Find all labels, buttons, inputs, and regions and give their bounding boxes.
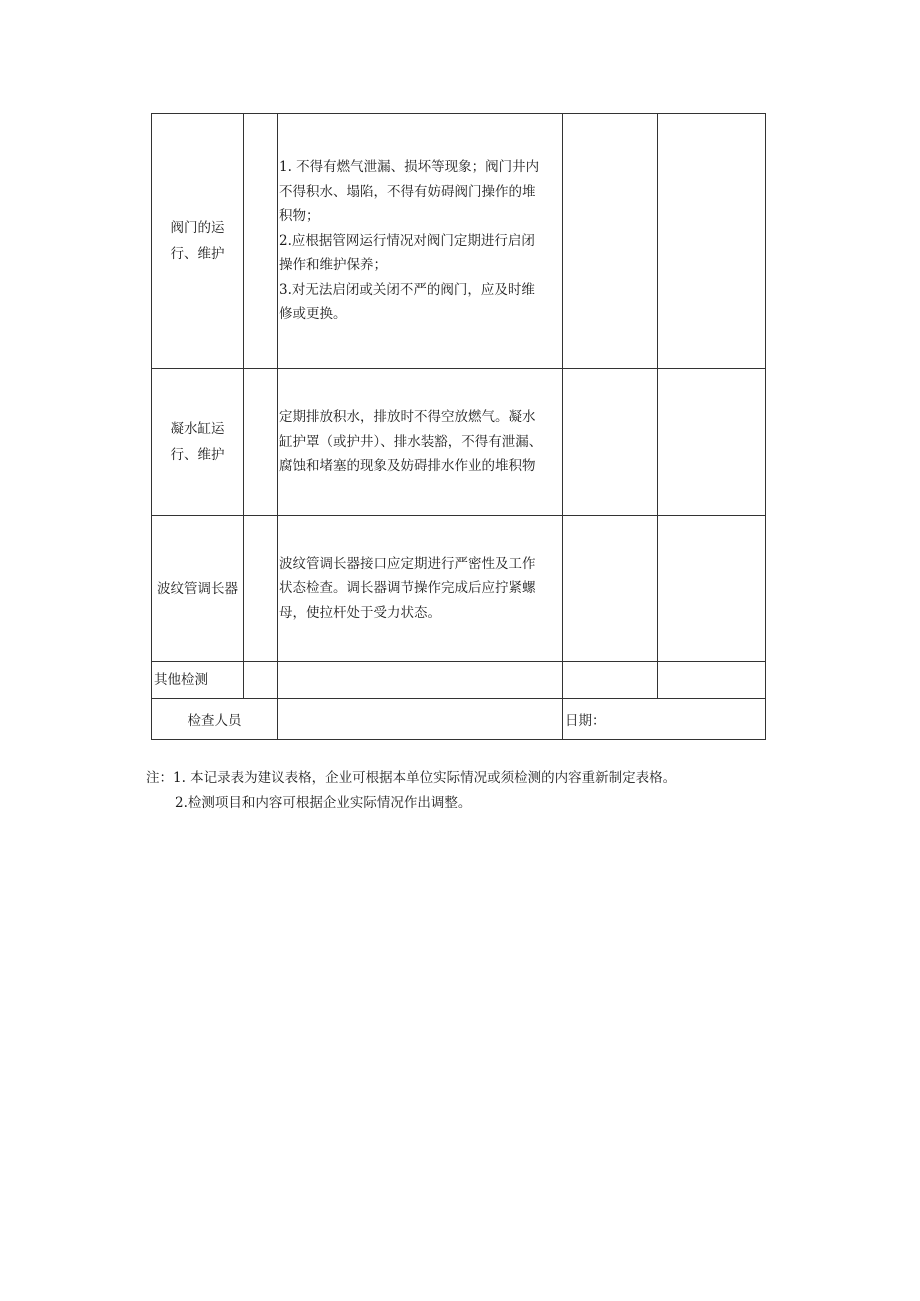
table-row <box>152 662 766 699</box>
inspector-label: 检查人员 <box>152 699 278 740</box>
table-row <box>152 114 766 369</box>
content-line: 定期排放积水，排放时不得空放燃气。凝水 <box>279 409 536 426</box>
item-label-line: 其他检测 <box>154 672 208 688</box>
date-field[interactable]: 日期： <box>563 699 766 740</box>
content-line: 缸护罩（或护井）、排水装豁，不得有泄漏、 <box>279 433 543 450</box>
table-row <box>152 516 766 662</box>
content-line: 母，使拉杆处于受力状态。 <box>279 604 441 621</box>
blank-cell <box>244 662 278 699</box>
content-line: 腐蚀和堵塞的现象及妨碍排水作业的堆积物 <box>279 458 536 475</box>
content-cell <box>278 114 563 369</box>
item-label-line: 行、维护 <box>170 246 225 262</box>
item-label-line: 凝水缸运 <box>170 421 225 437</box>
blank-cell <box>244 114 278 369</box>
item-cell <box>152 662 244 699</box>
content-line: 积物； <box>279 208 320 225</box>
result-cell[interactable] <box>563 114 658 369</box>
content-cell[interactable] <box>278 662 563 699</box>
item-label-line: 行、维护 <box>170 447 225 463</box>
result-cell[interactable] <box>563 662 658 699</box>
content-cell <box>278 369 563 516</box>
blank-cell <box>244 369 278 516</box>
item-label-line: 波纹管调长器 <box>157 580 238 597</box>
item-label-line: 阀门的运 <box>170 220 225 236</box>
content-line: 不得积水、塌陷，不得有妨碍阀门操作的堆 <box>279 183 536 200</box>
content-line: 2.应根据管网运行情况对阀门定期进行启闭 <box>279 232 535 249</box>
remark-cell[interactable] <box>658 369 766 516</box>
inspector-row <box>152 699 766 740</box>
inspector-name-field[interactable] <box>278 699 563 740</box>
remark-cell[interactable] <box>658 114 766 369</box>
remark-cell[interactable] <box>658 516 766 662</box>
note-line-1: 注：1. 本记录表为建议表格，企业可根据本单位实际情况或须检测的内容重新制定表格。 <box>146 770 677 786</box>
content-line: 修或更换。 <box>279 306 347 323</box>
table-row <box>152 369 766 516</box>
item-cell <box>152 516 244 662</box>
notes <box>146 766 676 816</box>
content-line: 波纹管调长器接口应定期进行严密性及工作 <box>279 555 536 572</box>
content-line: 3.对无法启闭或关闭不严的阀门，应及时维 <box>279 281 535 298</box>
note-line-2: 2.检测项目和内容可根据企业实际情况作出调整。 <box>175 795 472 811</box>
result-cell[interactable] <box>563 516 658 662</box>
content-line: 状态检查。调长器调节操作完成后应拧紧螺 <box>279 580 536 597</box>
content-cell <box>278 516 563 662</box>
item-cell <box>152 114 244 369</box>
blank-cell <box>244 516 278 662</box>
inspection-record-table <box>151 113 766 740</box>
item-cell <box>152 369 244 516</box>
result-cell[interactable] <box>563 369 658 516</box>
content-line: 1. 不得有燃气泄漏、损坏等现象；阀门井内 <box>279 159 540 176</box>
remark-cell[interactable] <box>658 662 766 699</box>
content-line: 操作和维护保养； <box>279 257 387 274</box>
